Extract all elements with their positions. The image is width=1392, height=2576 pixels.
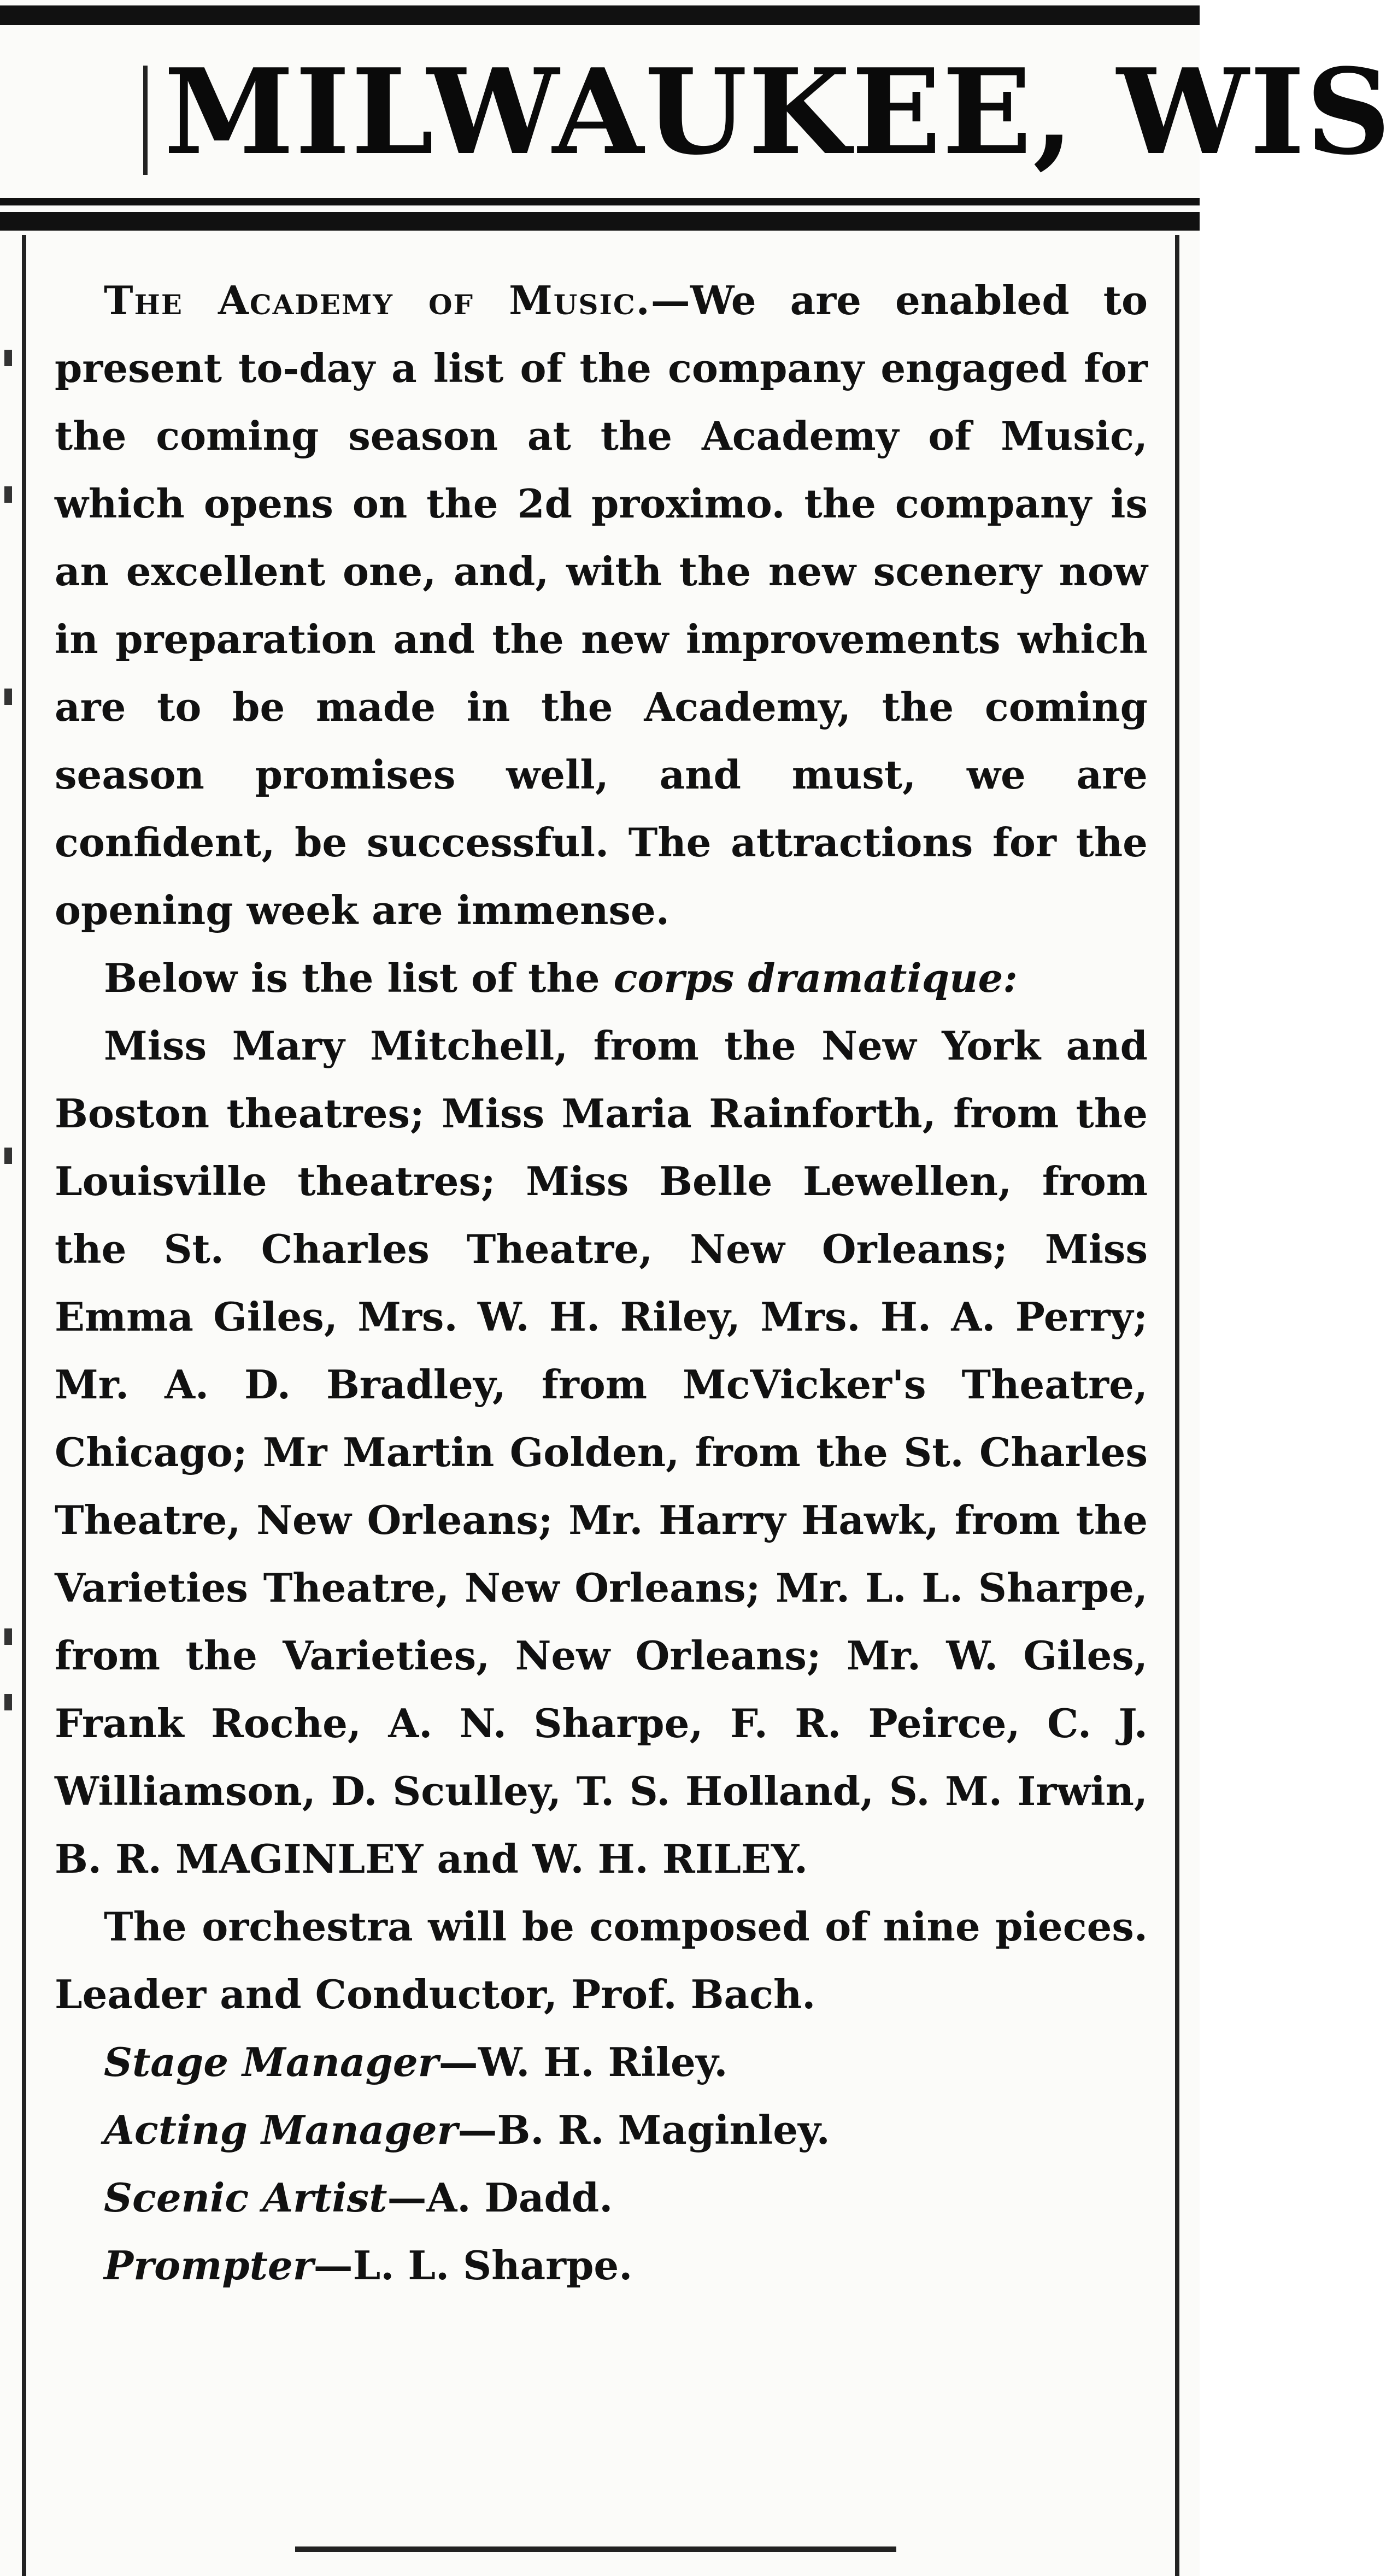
gutter-mark <box>4 1694 12 1710</box>
role-line <box>55 2096 1148 2164</box>
list-lead-italic: corps dramatique: <box>613 955 1018 1001</box>
list-lead-paragraph <box>55 944 1148 1012</box>
role-line <box>55 2164 1148 2232</box>
role-title: Prompter <box>104 2242 314 2289</box>
role-name: —L. L. Sharpe. <box>313 2242 633 2289</box>
intro-paragraph <box>55 267 1148 944</box>
left-column-rule <box>22 235 26 2576</box>
gutter-mark <box>4 1148 12 1164</box>
masthead-thin-rule <box>0 198 1200 205</box>
right-column-rule <box>1175 235 1179 2576</box>
role-name: —A. Dadd. <box>387 2174 613 2221</box>
masthead-bar <box>143 66 148 175</box>
gutter-mark <box>4 350 12 366</box>
masthead-title: MILWAUKEE, WIS <box>164 43 1392 181</box>
role-title: Stage Manager <box>104 2039 439 2085</box>
role-line <box>55 2028 1148 2096</box>
masthead-thick-rule <box>0 212 1200 231</box>
gutter-mark <box>4 486 12 503</box>
company-paragraph: Miss Mary Mitchell, from the New York and Boston theatres; Miss Maria Rainforth, from the Louisville theatres; Miss Belle Lewellen, from the St. Charles Theatre, New Orleans; Miss Emma Giles, Mrs. W. H. Riley, Mrs. H. A. Perry; Mr. A. D. Bradley, from McVicker's Theatre, Chicago; Mr Martin Golden, from the St. Charles Theatre, New Orleans; Mr. Harry Hawk, from the Varieties Theatre, New Orleans; Mr. L. L. Sharpe, from the Varieties, New Orleans; Mr. W. Giles, Frank Roche, A. N. Sharpe, F. R. Peirce, C. J. Williamson, D. Sculley, T. S. Holland, S. M. Irwin, B. R. MAGINLEY and W. H. RILEY. <box>55 1022 1148 1882</box>
top-rule <box>0 5 1200 25</box>
list-lead-text: Below is the list of the <box>104 955 600 1001</box>
article-heading: The Academy of Music. <box>104 277 651 324</box>
gutter-mark <box>4 689 12 705</box>
role-line <box>55 2232 1148 2299</box>
role-title: Acting Manager <box>104 2107 458 2153</box>
orchestra-paragraph: The orchestra will be composed of nine pieces. Leader and Conductor, Prof. Bach. <box>55 1903 1148 2018</box>
intro-text: —We are enabled to present to-day a list of the company engaged for the coming season at the Academy of Music, which opens on the 2d proximo. the company is an excellent one, and, with the new scenery now in preparation and the new improvements which are to be made in the Academy, the coming season promises well, and must, we are confident, be successful. The attractions for the opening week are immense. <box>55 277 1148 933</box>
role-name: —W. H. Riley. <box>438 2039 728 2085</box>
role-title: Scenic Artist <box>104 2174 387 2221</box>
gutter-mark <box>4 1628 12 1645</box>
article-academy-of-music <box>55 267 1148 2299</box>
article-end-rule <box>295 2546 896 2552</box>
role-name: —B. R. Maginley. <box>457 2107 830 2153</box>
